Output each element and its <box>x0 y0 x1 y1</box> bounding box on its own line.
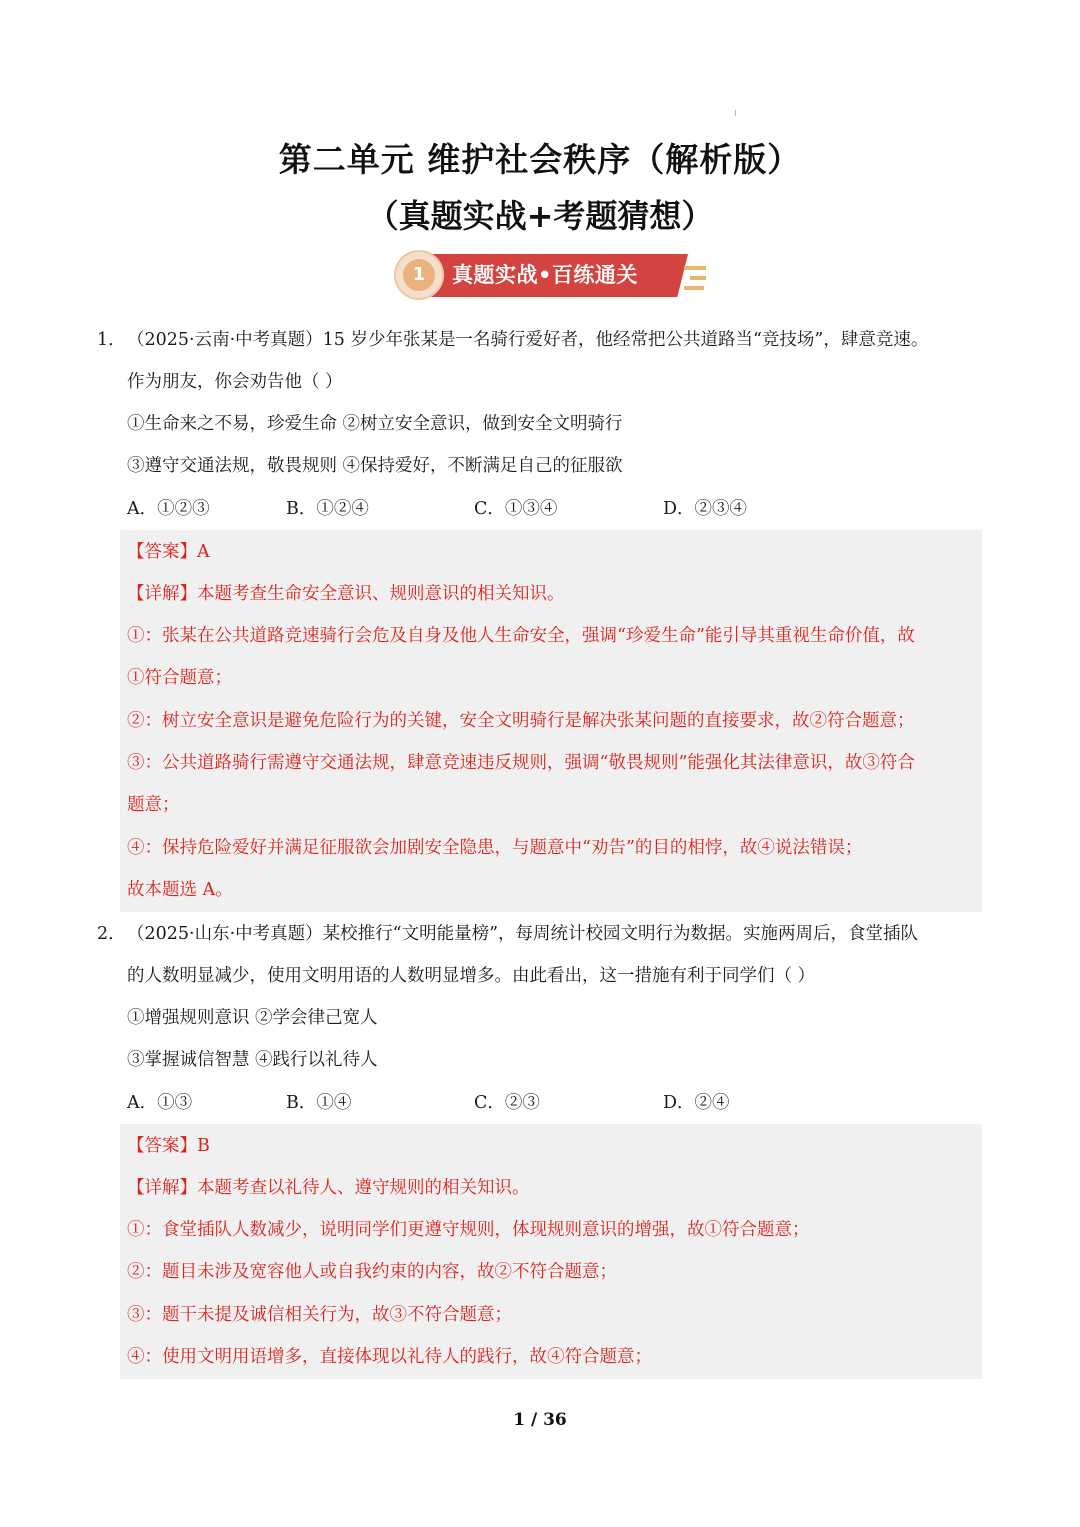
answer-box <box>120 1124 982 1379</box>
answer-label: 【答案】A <box>127 542 210 562</box>
banner-deco-stripe <box>690 276 706 280</box>
explanation-line: ③：题干未提及诚信相关行为，故③不符合题意； <box>127 1305 512 1325</box>
answer-label: 【答案】B <box>127 1136 210 1156</box>
section-label: 真题实战•百练通关 <box>452 263 638 287</box>
explanation-line: ④：保持危险爱好并满足征服欲会加剧安全隐患，与题意中“劝告”的目的相悖，故④说法错误； <box>127 838 863 858</box>
explanation-line: 故本题选 A。 <box>127 880 233 900</box>
option-b: B．①④ <box>286 1093 352 1113</box>
explanation-line: ①：食堂插队人数减少，说明同学们更遵守规则，体现规则意识的增强，故①符合题意； <box>127 1220 810 1240</box>
option-b: B．①②④ <box>286 499 369 519</box>
option-c: C．②③ <box>474 1093 540 1113</box>
option-a: A．①③ <box>127 1093 193 1113</box>
question-statement: ①增强规则意识 ②学会律己宽人 <box>127 1008 378 1028</box>
section-banner <box>394 250 712 300</box>
banner-deco-stripe <box>684 286 704 290</box>
explanation-line: ①符合题意； <box>127 668 232 688</box>
option-c: C．①③④ <box>474 499 558 519</box>
page-number: 1 / 36 <box>513 1410 567 1430</box>
section-number: 1 <box>403 259 435 291</box>
explanation-line: ②：树立安全意识是避免危险行为的关键，安全文明骑行是解决张某问题的直接要求，故②符合题意； <box>127 711 915 731</box>
page-title: 第二单元 维护社会秩序（解析版） <box>278 140 802 179</box>
question-stem-line: 作为朋友，你会劝告他（ ） <box>127 372 343 392</box>
section-number-badge <box>394 250 444 300</box>
explanation-line: ①：张某在公共道路竞速骑行会危及自身及他人生命安全，强调“珍爱生命”能引导其重视生命价值，故 <box>127 626 915 646</box>
page-subtitle: （真题实战+考题猜想） <box>366 197 714 235</box>
explanation-line: 题意； <box>127 795 180 815</box>
answer-box <box>120 530 982 912</box>
question-statement: ③掌握诚信智慧 ④践行以礼待人 <box>127 1050 378 1070</box>
explanation-line: ④：使用文明用语增多，直接体现以礼待人的践行，故④符合题意； <box>127 1347 652 1367</box>
explanation-line: 【详解】本题考查生命安全意识、规则意识的相关知识。 <box>127 584 565 604</box>
question-stem-line: （2025·云南·中考真题）15 岁少年张某是一名骑行爱好者，他经常把公共道路当“竞技场”，肆意竞速。 <box>127 330 929 350</box>
question-number: 2． <box>97 924 126 944</box>
banner-deco-stripe <box>684 266 706 270</box>
explanation-line: 【详解】本题考查以礼待人、遵守规则的相关知识。 <box>127 1178 530 1198</box>
question-statement: ①生命来之不易，珍爱生命 ②树立安全意识，做到安全文明骑行 <box>127 414 623 434</box>
question-stem-line: （2025·山东·中考真题）某校推行“文明能量榜”，每周统计校园文明行为数据。实施两周后，食堂插队 <box>127 924 919 944</box>
explanation-line: ③：公共道路骑行需遵守交通法规，肆意竞速违反规则，强调“敬畏规则”能强化其法律意识，故③符合 <box>127 753 915 773</box>
option-d: D．②④ <box>663 1093 730 1113</box>
option-d: D．②③④ <box>663 499 748 519</box>
scan-mark <box>735 110 736 116</box>
question-stem-line: 的人数明显减少，使用文明用语的人数明显增多。由此看出，这一措施有利于同学们（ ） <box>127 966 816 986</box>
explanation-line: ②：题目未涉及宽容他人或自我约束的内容，故②不符合题意； <box>127 1262 617 1282</box>
option-a: A．①②③ <box>127 499 210 519</box>
question-statement: ③遵守交通法规，敬畏规则 ④保持爱好，不断满足自己的征服欲 <box>127 456 623 476</box>
question-number: 1． <box>97 330 126 350</box>
